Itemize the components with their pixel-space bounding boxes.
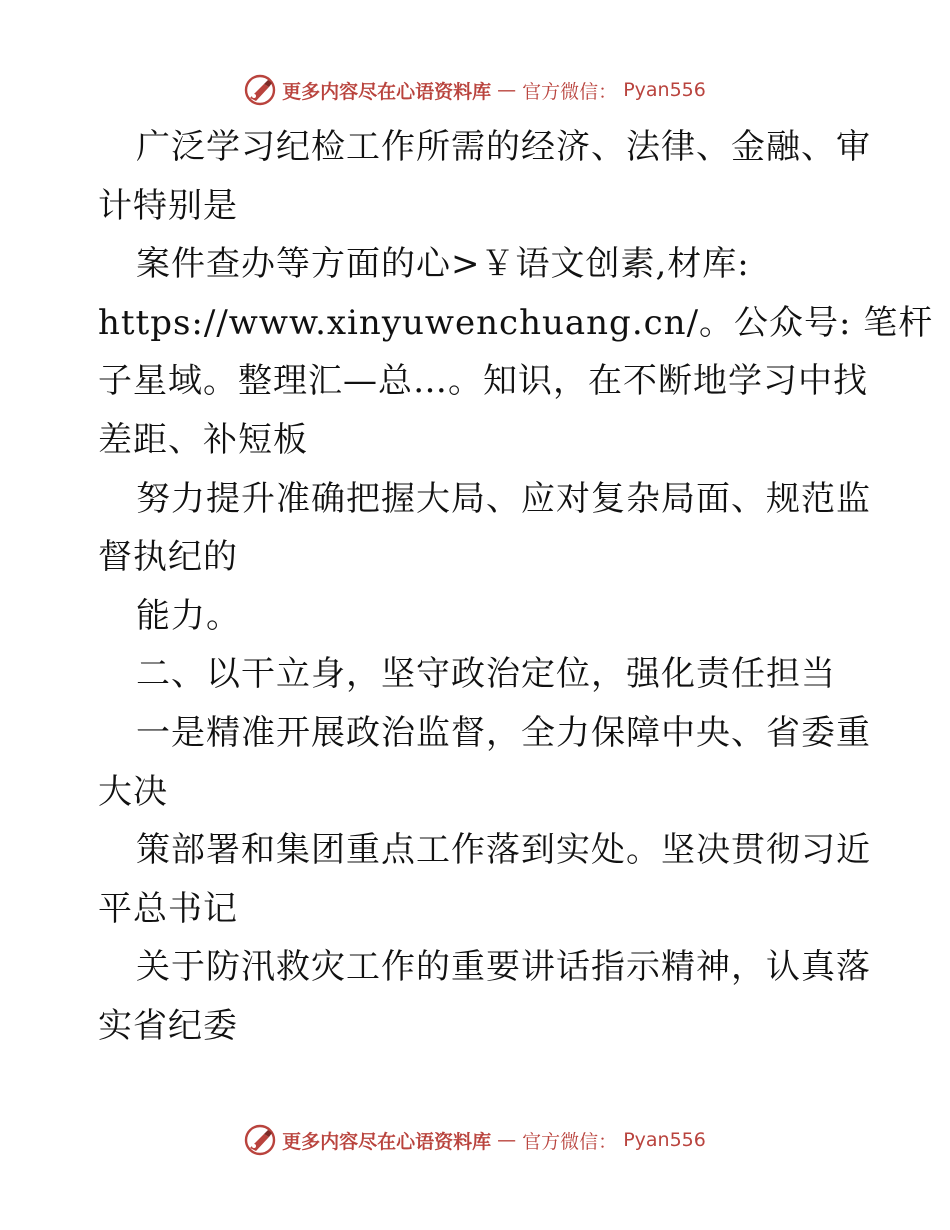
body-line: https://www.xinyuwenchuang.cn/。公众号: 笔杆 — [98, 302, 934, 343]
body-line: 广泛学习纪检工作所需的经济、法律、金融、审 — [136, 127, 871, 167]
body-line: 努力提升准确把握大局、应对复杂局面、规范监 — [136, 478, 871, 519]
body-line: 能力。 — [136, 595, 241, 636]
footer-banner — [0, 1120, 950, 1160]
pen-logo-icon — [244, 1124, 276, 1156]
body-line: 案件查办等方面的心>￥语文创素,材库: — [136, 244, 750, 285]
body-line: 一是精准开展政治监督，全力保障中央、省委重 — [136, 712, 871, 753]
body-line: 督执纪的 — [98, 537, 238, 578]
header-banner — [0, 70, 950, 110]
header-official-label: 官方微信： — [522, 80, 618, 103]
body-line: 策部署和集团重点工作落到实处。坚决贯彻习近 — [136, 830, 871, 871]
body-line: 大决 — [98, 771, 168, 812]
body-line: 平总书记 — [98, 888, 238, 929]
body-line: 子星域。整理汇—总…。知识，在不断地学习中找 — [98, 361, 868, 402]
header-brand-text: 更多内容尽在心语资料库 — [282, 80, 492, 103]
document-body — [98, 118, 934, 1056]
body-line: 实省纪委 — [98, 1005, 238, 1046]
footer-separator: — — [497, 1129, 517, 1151]
body-line: 计特别是 — [98, 185, 238, 226]
body-line: 关于防汛救灾工作的重要讲话指示精神，认真落 — [136, 947, 871, 988]
body-line: 差距、补短板 — [98, 419, 308, 460]
header-separator: — — [497, 79, 517, 101]
footer-official-label: 官方微信： — [522, 1130, 618, 1153]
footer-brand-text: 更多内容尽在心语资料库 — [282, 1130, 492, 1153]
pen-logo-icon — [244, 74, 276, 106]
footer-account-id: Pyan556 — [623, 1129, 706, 1151]
header-account-id: Pyan556 — [623, 79, 706, 101]
section-heading: 二、以干立身，坚守政治定位，强化责任担当 — [136, 654, 836, 695]
